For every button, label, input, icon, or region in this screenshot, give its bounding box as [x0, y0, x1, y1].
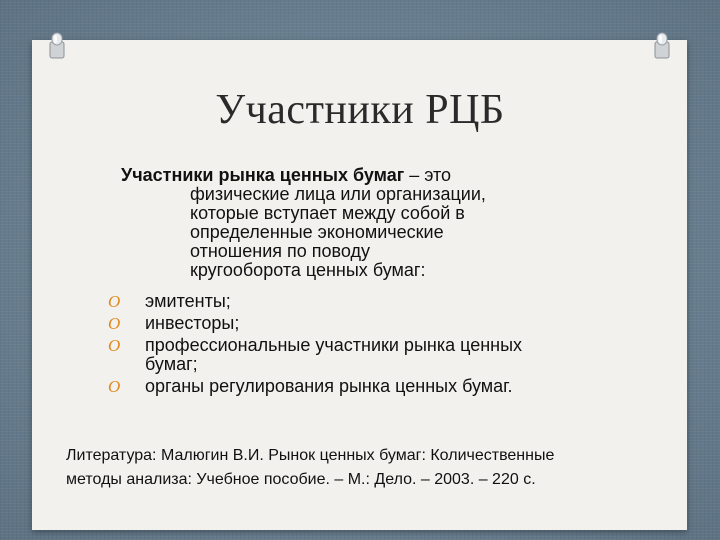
participants-list: [108, 292, 578, 399]
literature-reference: [66, 444, 666, 492]
definition-line: которые вступает между собой в: [190, 203, 465, 223]
definition-paragraph: [121, 166, 591, 280]
slide-title: Участники РЦБ: [215, 87, 505, 133]
definition-dash: – это: [404, 165, 452, 185]
bullet-icon: O: [108, 377, 121, 396]
literature-line: методы анализа: Учебное пособие. – М.: Дело. – 2003. – 220 с.: [66, 471, 536, 488]
list-item-text: органы регулирования рынка ценных бумаг.: [145, 376, 513, 396]
definition-line: кругооборота ценных бумаг:: [190, 260, 426, 280]
definition-line: отношения по поводу: [190, 241, 370, 261]
definition-line: физические лица или организации,: [190, 184, 486, 204]
bullet-icon: O: [108, 292, 121, 311]
pushpin-icon: [47, 30, 67, 60]
pushpin-icon: [652, 30, 672, 60]
list-item-text: эмитенты;: [145, 291, 231, 311]
literature-line: Литература: Малюгин В.И. Рынок ценных бумаг: Количественные: [66, 447, 555, 464]
definition-line: определенные экономические: [190, 222, 444, 242]
list-item: [108, 336, 578, 374]
list-item: [108, 292, 578, 311]
list-item: [108, 314, 578, 333]
bullet-icon: O: [108, 336, 121, 355]
definition-term: Участники рынка ценных бумаг: [121, 165, 405, 185]
list-item-text: инвесторы;: [145, 313, 240, 333]
bullet-icon: O: [108, 314, 121, 333]
list-item: [108, 377, 578, 396]
list-item-text: профессиональные участники рынка ценных бумаг;: [145, 335, 523, 374]
